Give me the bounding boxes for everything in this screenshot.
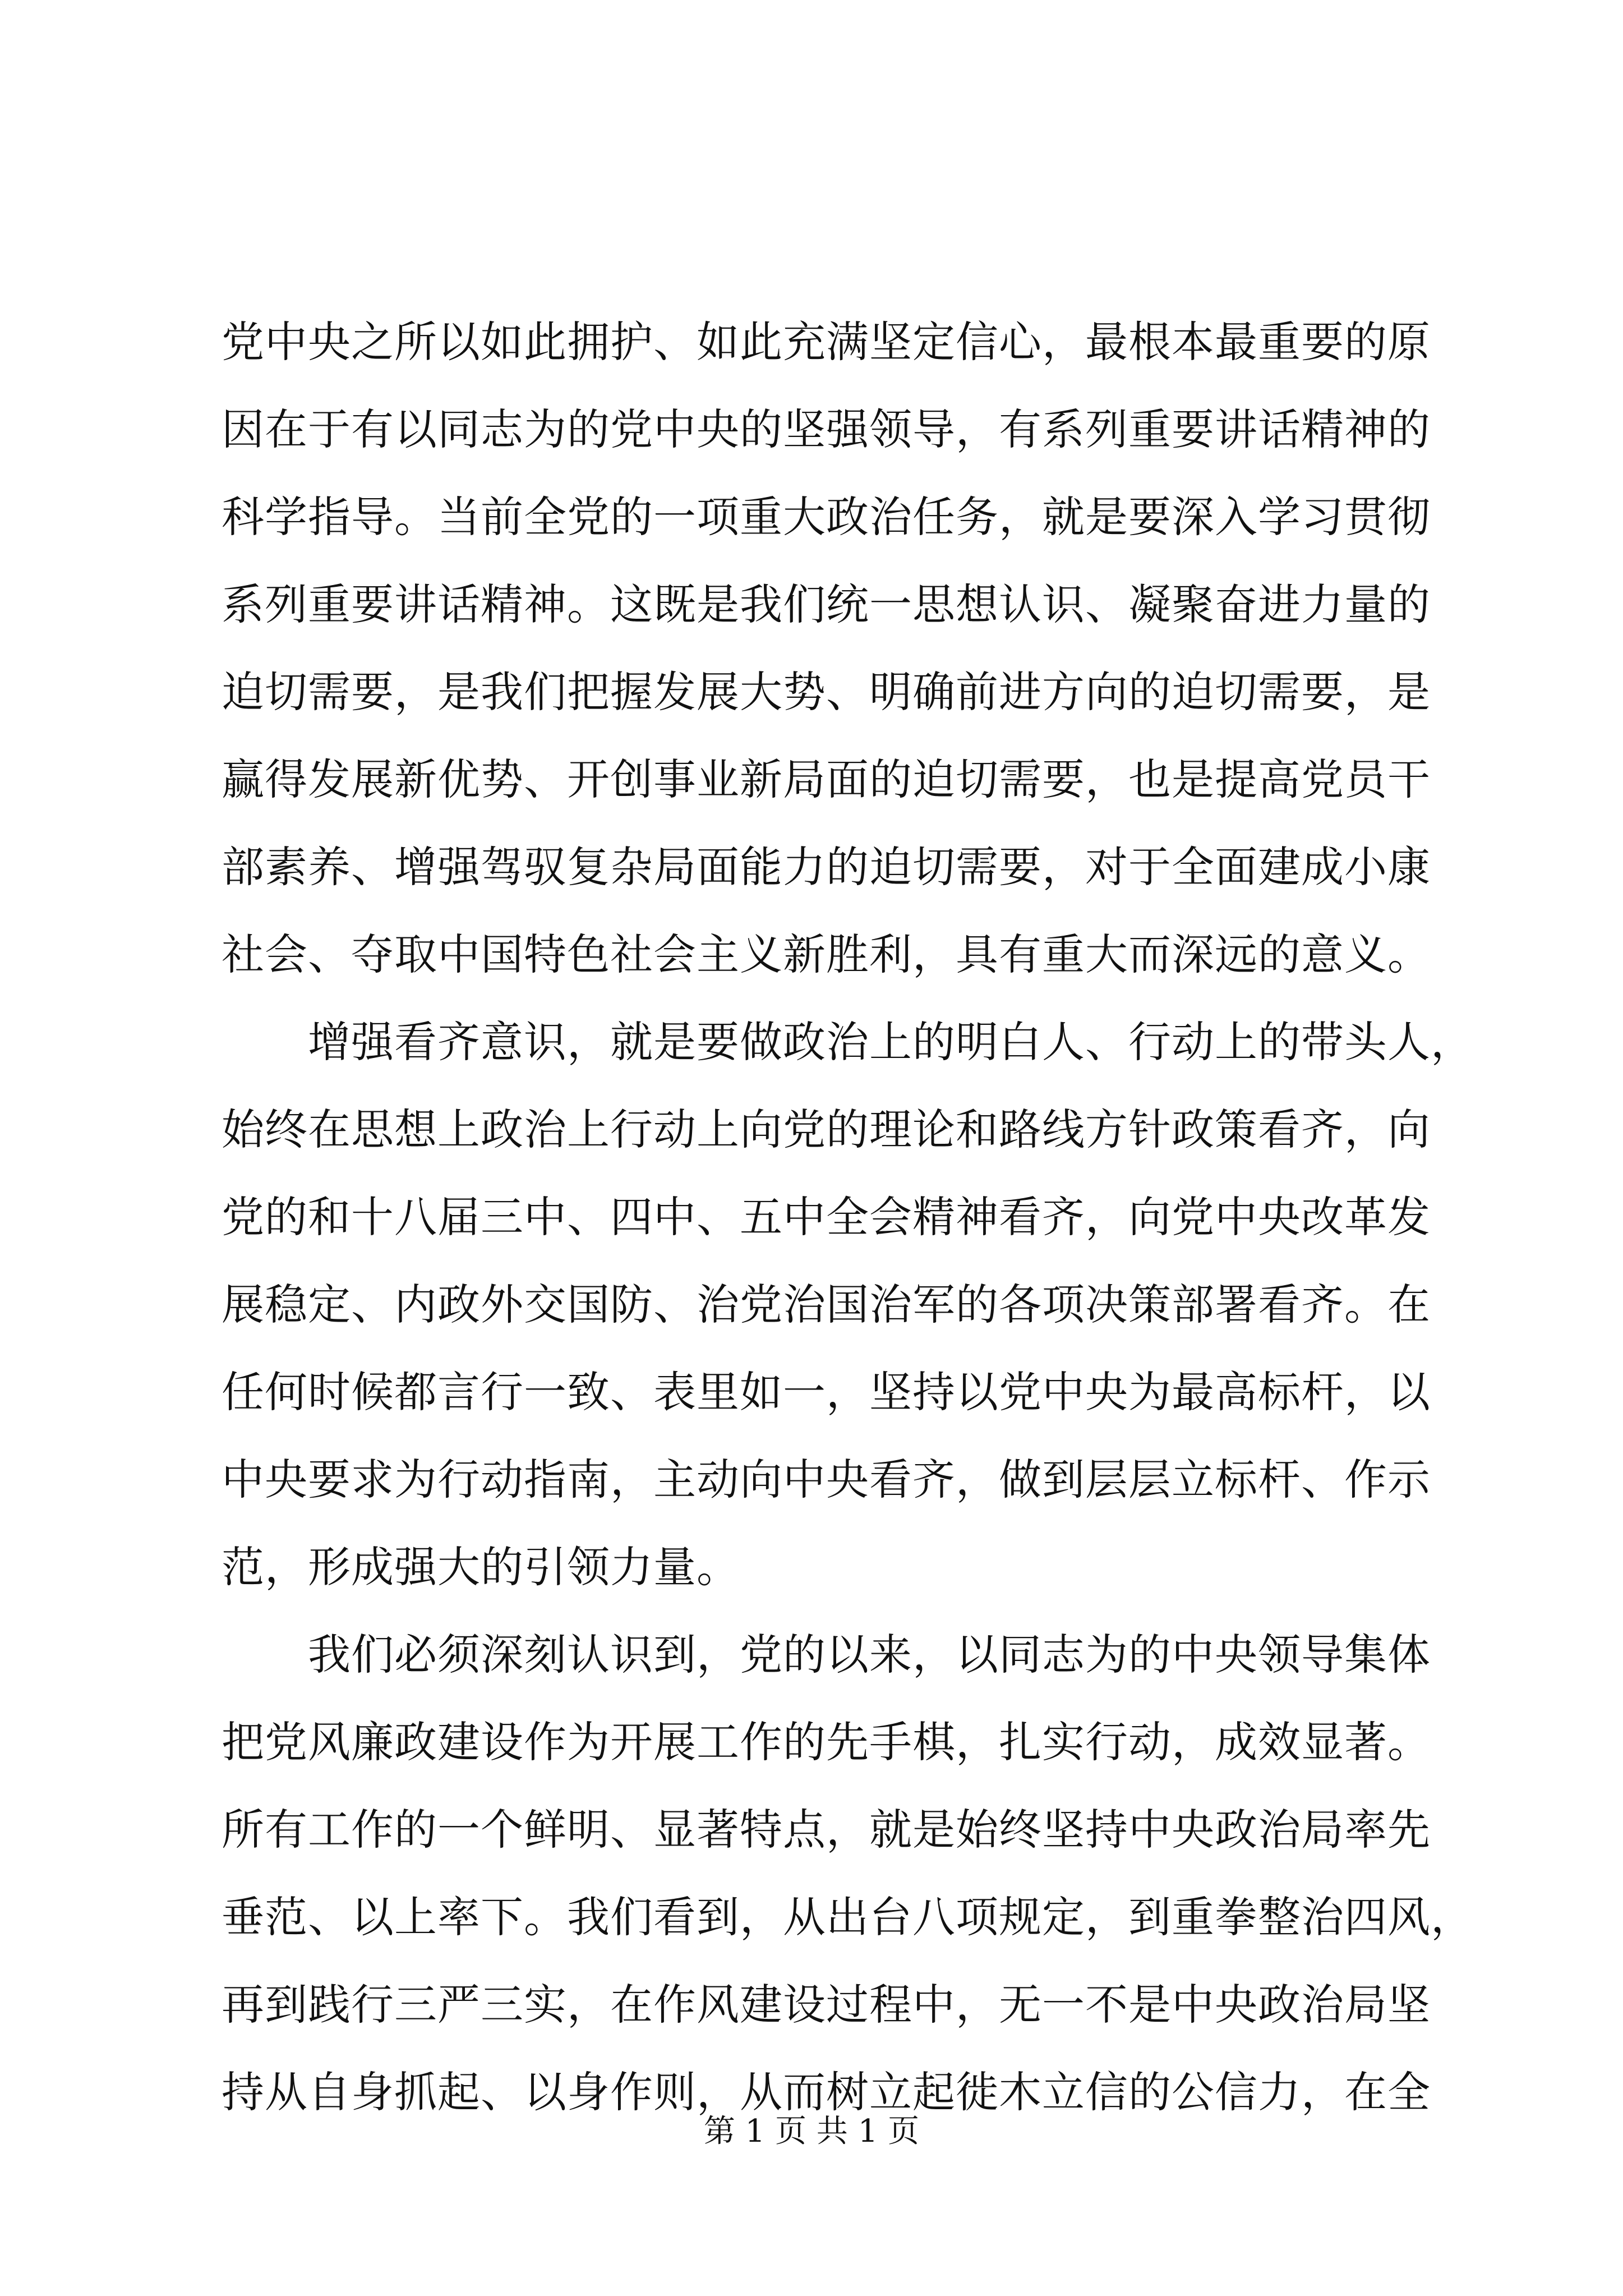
text-line: 范，形成强大的引领力量。 (222, 1542, 740, 1592)
text-line: 中央要求为行动指南，主动向中央看齐，做到层层立标杆、作示 (222, 1455, 1431, 1504)
text-line: 社会、夺取中国特色社会主义新胜利，具有重大而深远的意义。 (222, 930, 1431, 979)
text-line: 任何时候都言行一致、表里如一，坚持以党中央为最高标杆，以 (222, 1367, 1431, 1417)
page-number-label: 第 1 页 共 1 页 (703, 2113, 920, 2150)
text-line: 把党风廉政建设作为开展工作的先手棋，扎实行动，成效显著。 (222, 1717, 1431, 1767)
text-line: 展稳定、内政外交国防、治党治国治军的各项决策部署看齐。在 (222, 1280, 1431, 1329)
text-line: 党中央之所以如此拥护、如此充满坚定信心，最根本最重要的原 (222, 317, 1431, 367)
page-footer (0, 2109, 1623, 2154)
text-line: 科学指导。当前全党的一项重大政治任务，就是要深入学习贯彻 (222, 492, 1431, 542)
text-line: 迫切需要，是我们把握发展大势、明确前进方向的迫切需要，是 (222, 667, 1431, 717)
text-line: 党的和十八届三中、四中、五中全会精神看齐，向党中央改革发 (222, 1192, 1431, 1242)
text-line: 垂范、以上率下。我们看到，从出台八项规定，到重拳整治四风， (222, 1892, 1474, 1942)
text-line: 赢得发展新优势、开创事业新局面的迫切需要，也是提高党员干 (222, 754, 1431, 804)
text-line: 我们必须深刻认识到，党的以来，以同志为的中央领导集体 (222, 1630, 1431, 1680)
text-line: 再到践行三严三实，在作风建设过程中，无一不是中央政治局坚 (222, 1980, 1431, 2030)
body-text (222, 298, 1474, 2136)
text-line: 增强看齐意识，就是要做政治上的明白人、行动上的带头人， (222, 1017, 1474, 1067)
text-line: 部素养、增强驾驭复杂局面能力的迫切需要，对于全面建成小康 (222, 842, 1431, 892)
text-line: 系列重要讲话精神。这既是我们统一思想认识、凝聚奋进力量的 (222, 579, 1431, 629)
text-line: 持从自身抓起、以身作则，从而树立起徙木立信的公信力，在全 (222, 2067, 1431, 2117)
text-line: 所有工作的一个鲜明、显著特点，就是始终坚持中央政治局率先 (222, 1805, 1431, 1855)
text-line: 因在于有以同志为的党中央的坚强领导，有系列重要讲话精神的 (222, 404, 1431, 454)
text-line: 始终在思想上政治上行动上向党的理论和路线方针政策看齐，向 (222, 1105, 1431, 1154)
